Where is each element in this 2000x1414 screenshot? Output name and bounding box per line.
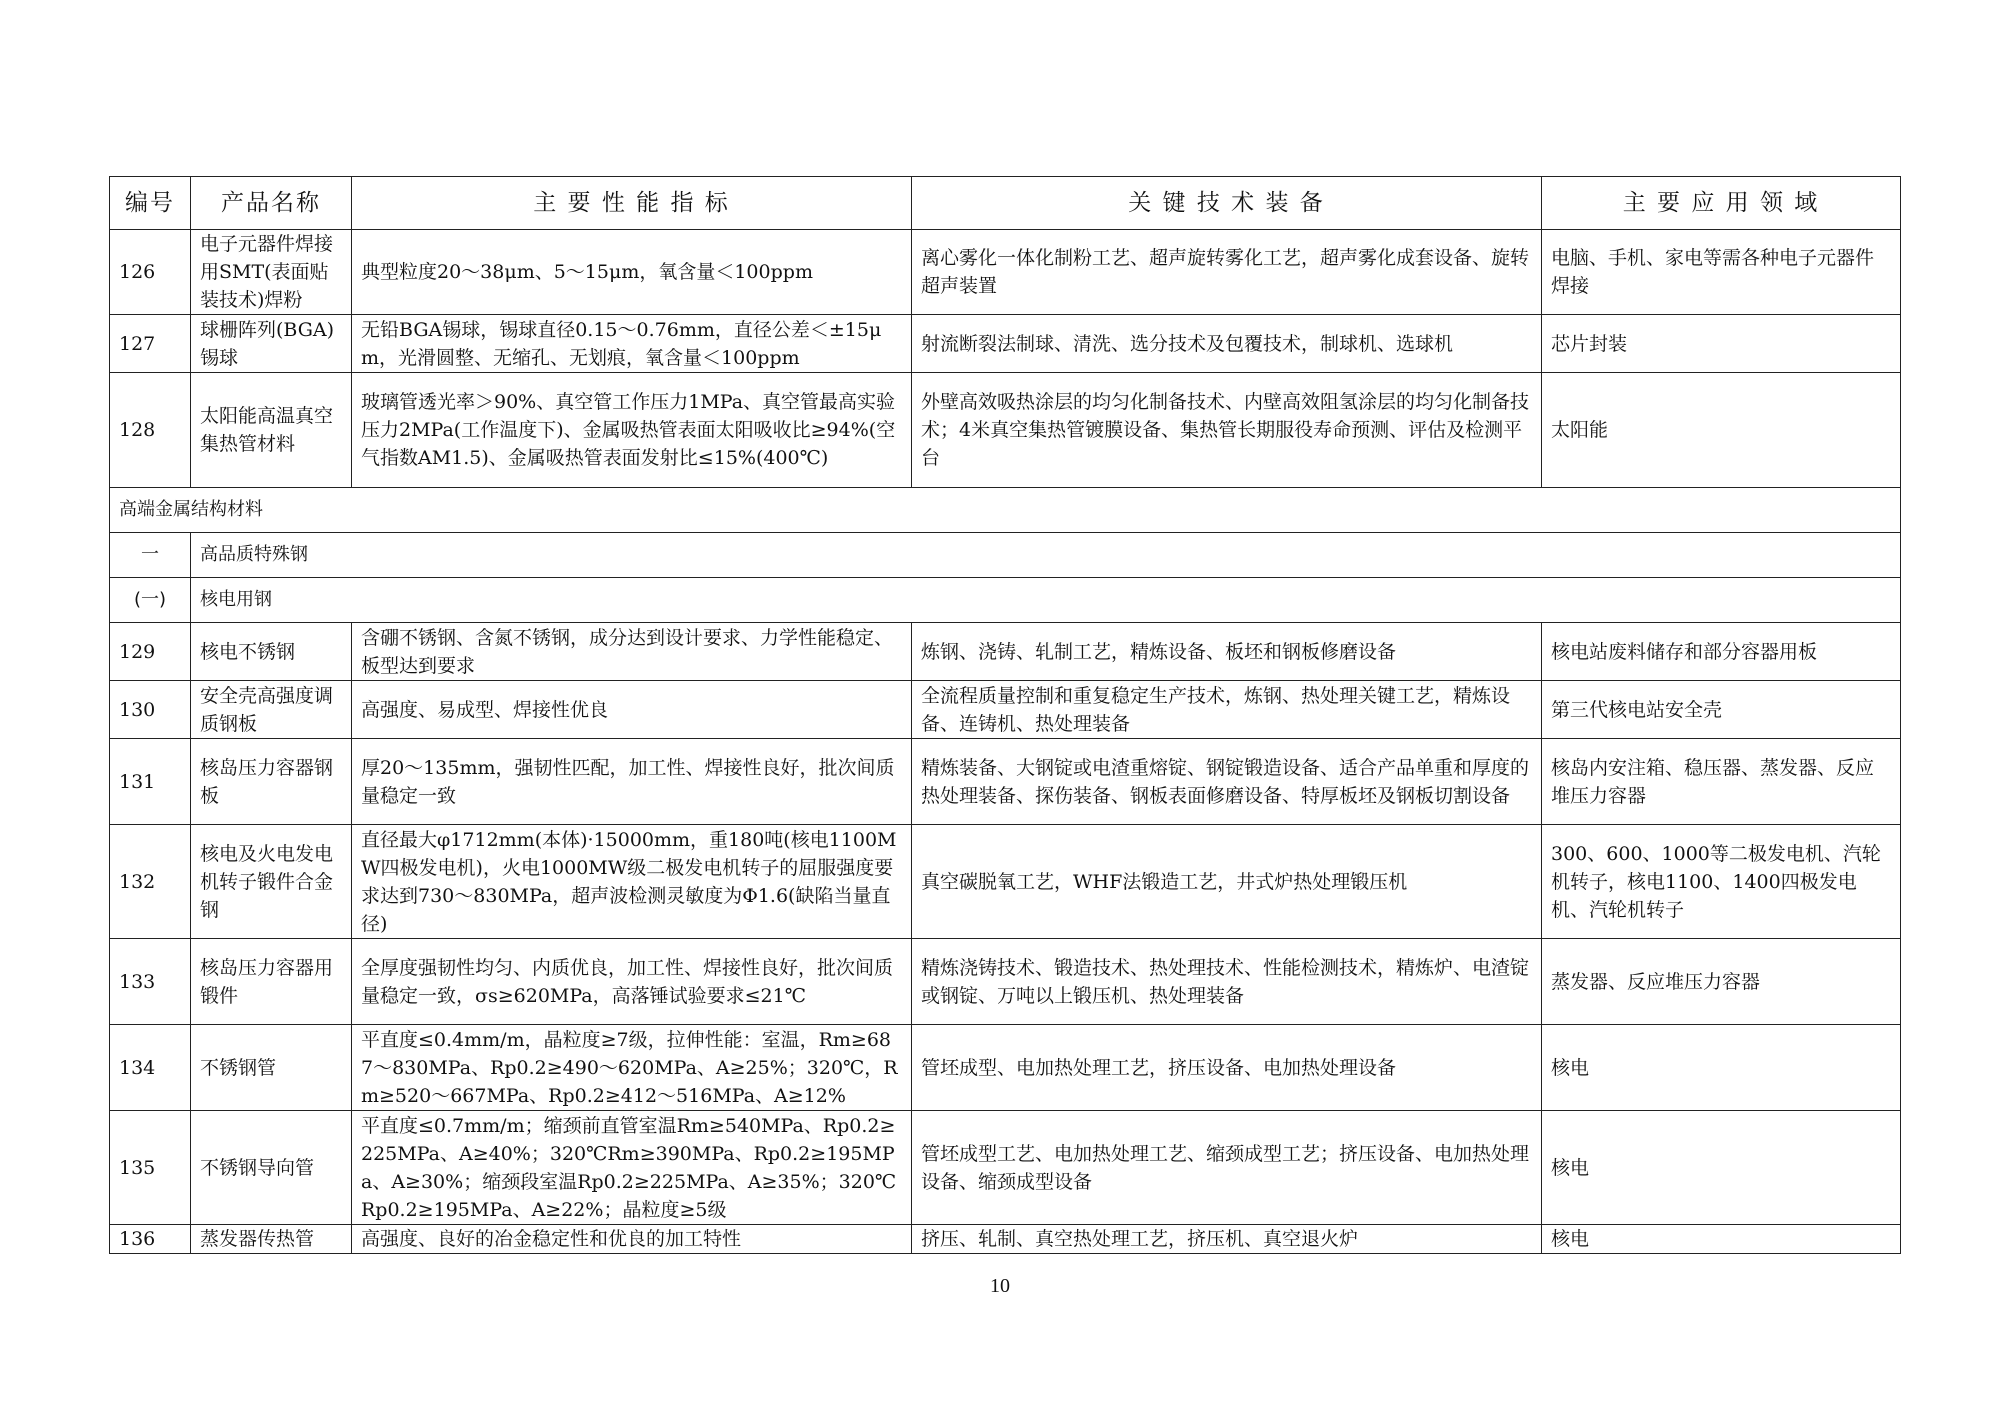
row-performance: 无铅BGA锡球，锡球直径0.15～0.76mm，直径公差＜±15μm，光滑圆整、无缩孔、无划痕，氧含量＜100ppm: [352, 315, 912, 373]
row-performance: 高强度、易成型、焊接性优良: [352, 681, 912, 739]
row-product-name: 核电不锈钢: [191, 623, 352, 681]
header-no: 编号: [110, 177, 191, 230]
header-application: 主 要 应 用 领 域: [1542, 177, 1901, 230]
product-table: [109, 176, 1901, 1254]
row-no: 129: [110, 623, 191, 681]
row-product-name: 核电及火电发电机转子锻件合金钢: [191, 825, 352, 939]
row-application: 蒸发器、反应堆压力容器: [1542, 939, 1901, 1025]
table-row: [110, 623, 1901, 681]
row-no: 133: [110, 939, 191, 1025]
row-application: 300、600、1000等二极发电机、汽轮机转子，核电1100、1400四极发电机、汽轮机转子: [1542, 825, 1901, 939]
row-product-name: 不锈钢导向管: [191, 1111, 352, 1225]
row-product-name: 核岛压力容器钢板: [191, 739, 352, 825]
table-row: [110, 825, 1901, 939]
row-performance: 平直度≤0.4mm/m，晶粒度≥7级，拉伸性能：室温，Rm≥687～830MPa、Rp0.2≥490～620MPa、A≥25%；320℃，Rm≥520～667MPa、Rp0.2≥412～516MPa、A≥12%: [352, 1025, 912, 1111]
row-product-name: 核岛压力容器用锻件: [191, 939, 352, 1025]
row-no: 134: [110, 1025, 191, 1111]
row-application: 电脑、手机、家电等需各种电子元器件焊接: [1542, 230, 1901, 315]
row-product-name: 不锈钢管: [191, 1025, 352, 1111]
row-equipment: 真空碳脱氧工艺，WHF法锻造工艺，井式炉热处理锻压机: [912, 825, 1542, 939]
row-application: 核电站废料储存和部分容器用板: [1542, 623, 1901, 681]
row-no: 126: [110, 230, 191, 315]
row-equipment: 炼钢、浇铸、轧制工艺，精炼设备、板坯和钢板修磨设备: [912, 623, 1542, 681]
row-performance: 典型粒度20～38μm、5～15μm，氧含量＜100ppm: [352, 230, 912, 315]
row-equipment: 射流断裂法制球、清洗、选分技术及包覆技术，制球机、选球机: [912, 315, 1542, 373]
table-header-row: [110, 177, 1901, 230]
row-performance: 高强度、良好的冶金稳定性和优良的加工特性: [352, 1225, 912, 1254]
table-row: [110, 939, 1901, 1025]
row-no: 132: [110, 825, 191, 939]
section-row-sub: [110, 578, 1901, 623]
row-no: 136: [110, 1225, 191, 1254]
section-row-one: [110, 533, 1901, 578]
row-equipment: 精炼装备、大钢锭或电渣重熔锭、钢锭锻造设备、适合产品单重和厚度的热处理装备、探伤装备、钢板表面修磨设备、特厚板坯及钢板切割设备: [912, 739, 1542, 825]
section-one-title: 高品质特殊钢: [191, 533, 1901, 578]
table-row: [110, 681, 1901, 739]
row-performance: 玻璃管透光率＞90%、真空管工作压力1MPa、真空管最高实验压力2MPa(工作温度下)、金属吸热管表面太阳吸收比≥94%(空气指数AM1.5)、金属吸热管表面发射比≤15%(400℃): [352, 373, 912, 488]
section-title-main: 高端金属结构材料: [110, 488, 1901, 533]
row-no: 127: [110, 315, 191, 373]
row-no: 130: [110, 681, 191, 739]
section-row-main: [110, 488, 1901, 533]
row-no: 128: [110, 373, 191, 488]
row-product-name: 电子元器件焊接用SMT(表面贴装技术)焊粉: [191, 230, 352, 315]
header-equipment: 关 键 技 术 装 备: [912, 177, 1542, 230]
section-sub-no: (一): [110, 578, 191, 623]
section-sub-title: 核电用钢: [191, 578, 1901, 623]
row-application: 第三代核电站安全壳: [1542, 681, 1901, 739]
table-row: [110, 315, 1901, 373]
header-product-name: 产品名称: [191, 177, 352, 230]
row-performance: 全厚度强韧性均匀、内质优良，加工性、焊接性良好，批次间质量稳定一致，σs≥620MPa，高落锤试验要求≤21℃: [352, 939, 912, 1025]
header-performance: 主 要 性 能 指 标: [352, 177, 912, 230]
row-product-name: 球栅阵列(BGA)锡球: [191, 315, 352, 373]
row-performance: 直径最大φ1712mm(本体)·15000mm，重180吨(核电1100MW四极发电机)，火电1000MW级二极发电机转子的屈服强度要求达到730～830MPa，超声波检测灵敏度为Φ1.6(缺陷当量直径): [352, 825, 912, 939]
table-row: [110, 1225, 1901, 1254]
row-product-name: 蒸发器传热管: [191, 1225, 352, 1254]
row-performance: 含硼不锈钢、含氮不锈钢，成分达到设计要求、力学性能稳定、板型达到要求: [352, 623, 912, 681]
row-product-name: 安全壳高强度调质钢板: [191, 681, 352, 739]
row-equipment: 外壁高效吸热涂层的均匀化制备技术、内壁高效阻氢涂层的均匀化制备技术；4米真空集热管镀膜设备、集热管长期服役寿命预测、评估及检测平台: [912, 373, 1542, 488]
row-application: 核电: [1542, 1025, 1901, 1111]
table-row: [110, 1025, 1901, 1111]
row-equipment: 离心雾化一体化制粉工艺、超声旋转雾化工艺，超声雾化成套设备、旋转超声装置: [912, 230, 1542, 315]
row-no: 135: [110, 1111, 191, 1225]
row-product-name: 太阳能高温真空集热管材料: [191, 373, 352, 488]
table-row: [110, 373, 1901, 488]
row-no: 131: [110, 739, 191, 825]
row-equipment: 管坯成型、电加热处理工艺，挤压设备、电加热处理设备: [912, 1025, 1542, 1111]
table-row: [110, 739, 1901, 825]
row-application: 芯片封装: [1542, 315, 1901, 373]
row-performance: 平直度≤0.7mm/m；缩颈前直管室温Rm≥540MPa、Rp0.2≥225MPa、A≥40%；320℃Rm≥390MPa、Rp0.2≥195MPa、A≥30%；缩颈段室温Rp0.2≥225MPa、A≥35%；320℃Rp0.2≥195MPa、A≥22%；晶粒度≥5级: [352, 1111, 912, 1225]
row-equipment: 管坯成型工艺、电加热处理工艺、缩颈成型工艺；挤压设备、电加热处理设备、缩颈成型设备: [912, 1111, 1542, 1225]
row-application: 核电: [1542, 1111, 1901, 1225]
row-performance: 厚20～135mm，强韧性匹配，加工性、焊接性良好，批次间质量稳定一致: [352, 739, 912, 825]
row-equipment: 挤压、轧制、真空热处理工艺，挤压机、真空退火炉: [912, 1225, 1542, 1254]
row-application: 核岛内安注箱、稳压器、蒸发器、反应堆压力容器: [1542, 739, 1901, 825]
row-equipment: 精炼浇铸技术、锻造技术、热处理技术、性能检测技术，精炼炉、电渣锭或钢锭、万吨以上锻压机、热处理装备: [912, 939, 1542, 1025]
row-equipment: 全流程质量控制和重复稳定生产技术，炼钢、热处理关键工艺，精炼设备、连铸机、热处理装备: [912, 681, 1542, 739]
table-row: [110, 230, 1901, 315]
section-one-no: 一: [110, 533, 191, 578]
page-number: 10: [990, 1275, 1010, 1297]
row-application: 太阳能: [1542, 373, 1901, 488]
table-row: [110, 1111, 1901, 1225]
row-application: 核电: [1542, 1225, 1901, 1254]
